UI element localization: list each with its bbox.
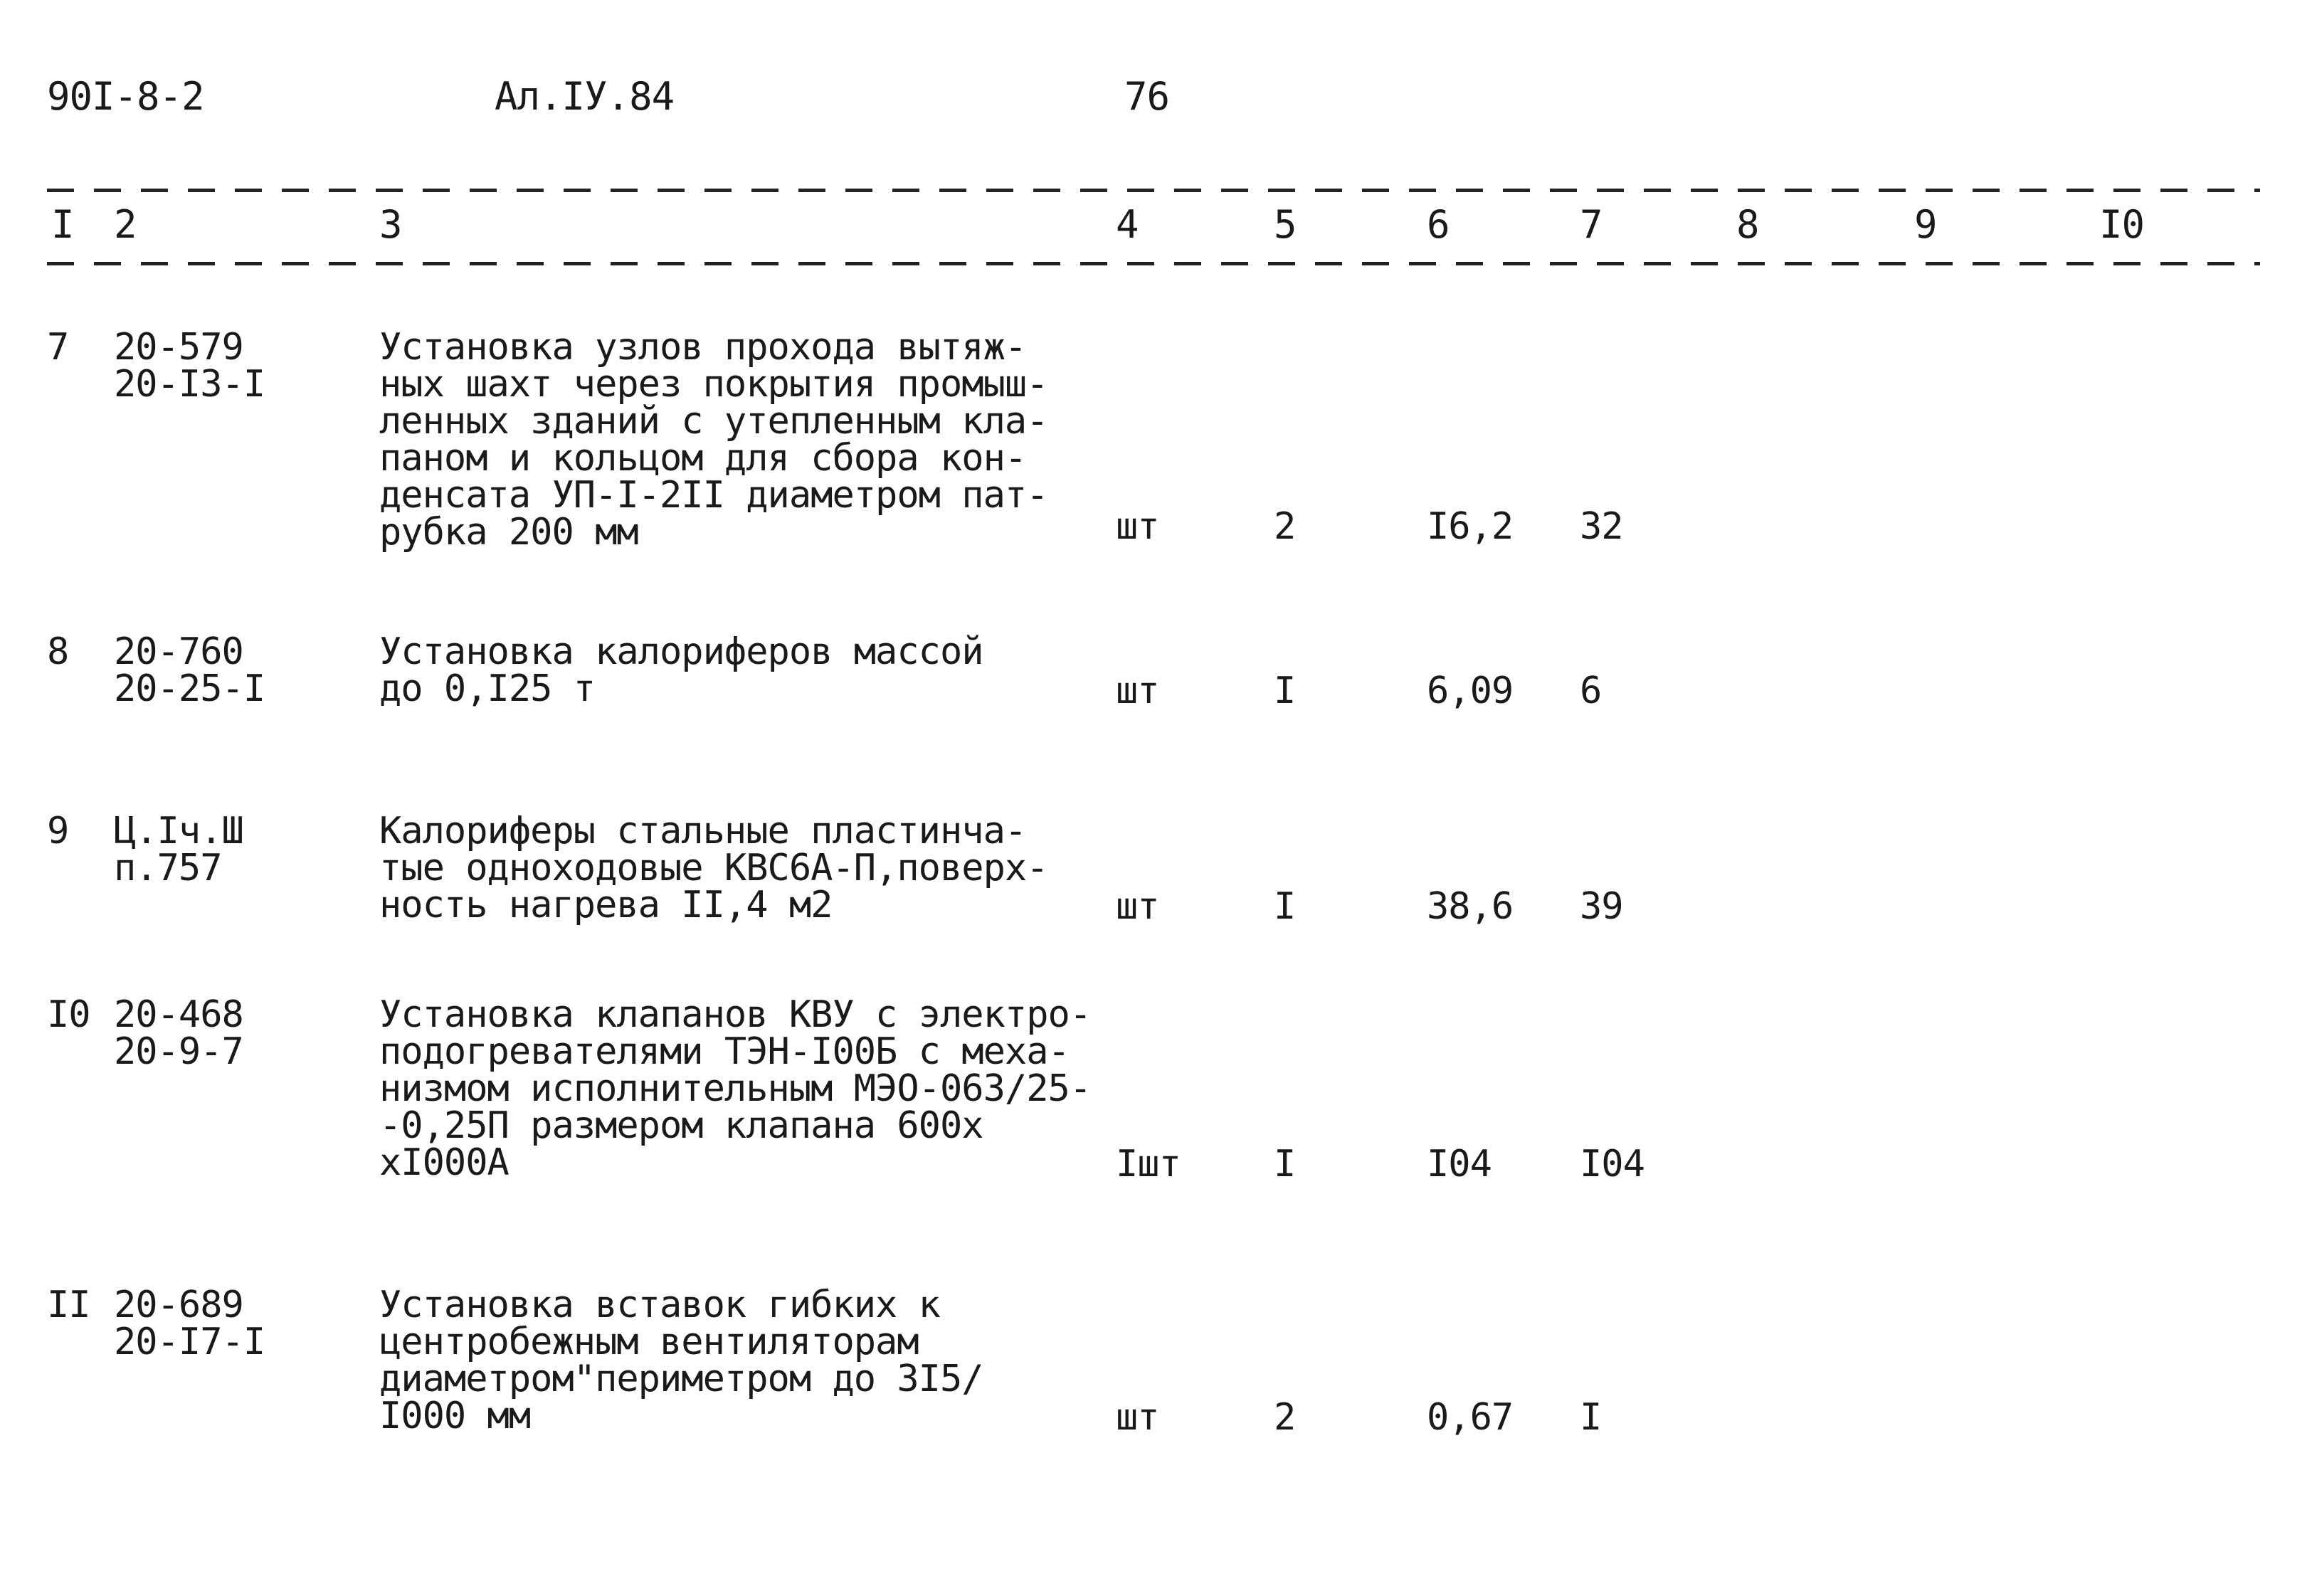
unit: шт — [1116, 670, 1159, 712]
column-7-value: 39 — [1580, 885, 1623, 928]
description-line: диаметром"периметром до 3I5/ — [379, 1358, 983, 1400]
column-7-value: 32 — [1580, 505, 1623, 548]
description-line: паном и кольцом для сбора кон- — [379, 437, 1027, 480]
quantity: I — [1274, 885, 1296, 928]
description-line: Установка вставок гибких к — [379, 1284, 940, 1326]
document-code: 90I-8-2 — [47, 74, 204, 119]
header-bottom-rule — [47, 262, 2260, 265]
work-description — [379, 630, 983, 710]
row-number: 7 — [47, 326, 69, 369]
row-number: II — [47, 1284, 90, 1326]
description-line: центробежным вентиляторам — [379, 1321, 919, 1363]
norm-codes — [114, 1284, 265, 1363]
description-line: -0,25П размером клапана 600х — [379, 1104, 983, 1147]
norm-code: 20-I7-I — [114, 1321, 265, 1363]
description-line: подогревателями ТЭН-I00Б с меха- — [379, 1030, 1070, 1073]
column-7-value: 6 — [1580, 670, 1602, 712]
column-6-value: I04 — [1427, 1143, 1492, 1185]
row-number: 8 — [47, 630, 69, 673]
norm-code: 20-579 — [114, 326, 243, 369]
column-header-4: 4 — [1116, 202, 1139, 247]
description-line: ных шахт через покрытия промыш- — [379, 363, 1048, 406]
description-line: рубка 200 мм — [379, 511, 638, 554]
norm-code: 20-468 — [114, 993, 243, 1036]
column-7-value: I — [1580, 1396, 1602, 1439]
norm-code: п.757 — [114, 847, 222, 889]
column-6-value: I6,2 — [1427, 505, 1514, 548]
norm-code: 20-I3-I — [114, 363, 265, 406]
description-line: Калориферы стальные пластинча- — [379, 810, 1027, 852]
quantity: I — [1274, 1143, 1296, 1185]
description-line: до 0,I25 т — [379, 667, 596, 710]
norm-codes — [114, 630, 265, 710]
norm-codes — [114, 993, 243, 1073]
column-6-value: 0,67 — [1427, 1396, 1514, 1439]
norm-code: 20-9-7 — [114, 1030, 243, 1073]
work-description — [379, 810, 1048, 926]
header-top-rule — [47, 189, 2260, 192]
description-line: Установка клапанов КВУ с электро- — [379, 993, 1092, 1036]
norm-code: 20-760 — [114, 630, 243, 673]
column-7-value: I04 — [1580, 1143, 1645, 1185]
column-header-9: 9 — [1914, 202, 1937, 247]
norm-code: 20-689 — [114, 1284, 243, 1326]
column-header-10: I0 — [2099, 202, 2145, 247]
description-line: ность нагрева II,4 м2 — [379, 884, 833, 926]
norm-codes — [114, 326, 265, 406]
column-6-value: 6,09 — [1427, 670, 1514, 712]
quantity: 2 — [1274, 1396, 1296, 1439]
album-number: Ал.IУ.84 — [495, 74, 675, 119]
description-line: I000 мм — [379, 1395, 531, 1437]
norm-codes — [114, 810, 243, 889]
unit: шт — [1116, 885, 1159, 928]
column-header-3: 3 — [379, 202, 402, 247]
column-header-2: 2 — [114, 202, 137, 247]
description-line: хI000А — [379, 1141, 509, 1184]
work-description — [379, 993, 1092, 1184]
quantity: 2 — [1274, 505, 1296, 548]
description-line: ленных зданий с утепленным кла- — [379, 400, 1048, 443]
unit: шт — [1116, 505, 1159, 548]
unit: шт — [1116, 1396, 1159, 1439]
description-line: тые одноходовые КВС6А-П,поверх- — [379, 847, 1048, 889]
column-header-7: 7 — [1580, 202, 1603, 247]
description-line: низмом исполнительным МЭО-063/25- — [379, 1067, 1092, 1110]
description-line: Установка калориферов массой — [379, 630, 983, 673]
description-line: денсата УП-I-2II диаметром пат- — [379, 474, 1048, 517]
row-number: 9 — [47, 810, 69, 852]
column-6-value: 38,6 — [1427, 885, 1514, 928]
work-description — [379, 326, 1048, 554]
unit: Iшт — [1116, 1143, 1181, 1185]
norm-code: 20-25-I — [114, 667, 265, 710]
column-header-8: 8 — [1736, 202, 1759, 247]
column-header-5: 5 — [1274, 202, 1297, 247]
column-header-1: I — [51, 202, 74, 247]
norm-code: Ц.Iч.Ш — [114, 810, 243, 852]
row-number: I0 — [47, 993, 90, 1036]
work-description — [379, 1284, 983, 1437]
page-number: 76 — [1124, 74, 1170, 119]
description-line: Установка узлов прохода вытяж- — [379, 326, 1027, 369]
column-header-6: 6 — [1427, 202, 1450, 247]
quantity: I — [1274, 670, 1296, 712]
